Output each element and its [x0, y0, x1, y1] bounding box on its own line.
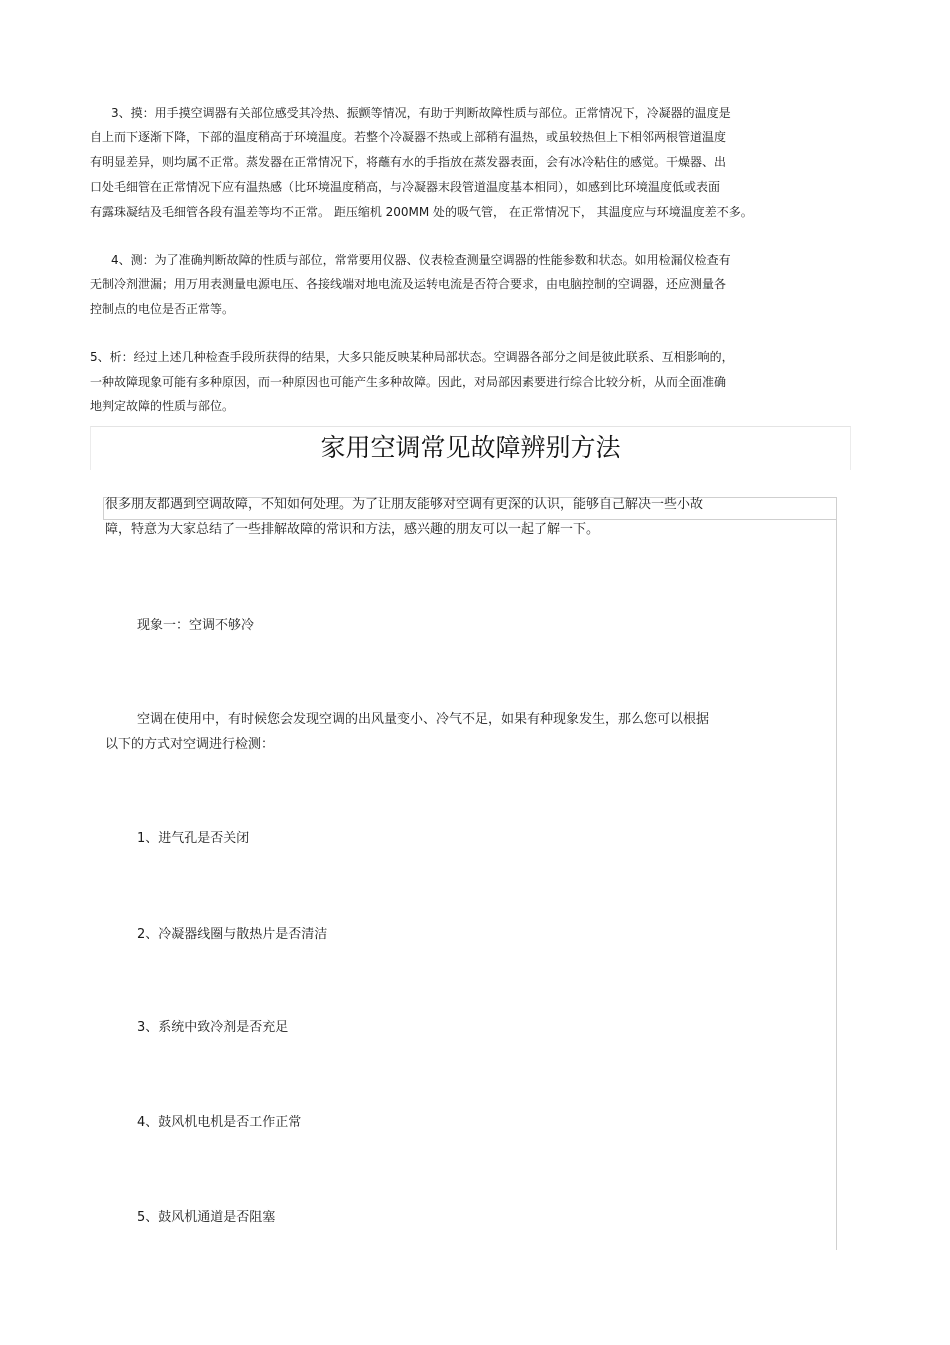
check-item: 4、鼓风机电机是否工作正常 — [137, 1115, 302, 1130]
para-4-line-3: 控制点的电位是否正常等。 — [90, 302, 235, 316]
intro-line-1: 很多朋友都遇到空调故障，不知如何处理。为了让朋友能够对空调有更深的认识，能够自己解决一些小故 — [105, 497, 704, 512]
para-3-line-3: 有明显差异，则均属不正常。蒸发器在正常情况下，将蘸有水的手指放在蒸发器表面，会有冰冷粘住的感觉。干燥器、出 — [90, 155, 727, 169]
para-3-line-5: 有露珠凝结及毛细管各段有温差等均不正常。 距压缩机 200MM 处的吸气管， 在正常情况下， 其温度应与环境温度差不多。 — [90, 205, 753, 219]
para-5-line-2: 一种故障现象可能有多种原因，而一种原因也可能产生多种故障。因此，对局部因素要进行综合比较分析，从而全面准确 — [90, 375, 727, 389]
title-box — [90, 426, 851, 470]
content-border — [836, 520, 837, 1250]
description-line-1: 空调在使用中，有时候您会发现空调的出风量变小、冷气不足，如果有种现象发生，那么您可以根据 — [137, 712, 710, 727]
check-item: 3、系统中致冷剂是否充足 — [137, 1020, 289, 1035]
article-title: 家用空调常见故障辨别方法 — [320, 433, 621, 462]
intro-line-2: 障，特意为大家总结了一些排解故障的常识和方法，感兴趣的朋友可以一起了解一下。 — [105, 522, 600, 537]
check-item: 5、鼓风机通道是否阻塞 — [137, 1210, 276, 1225]
description-line-2: 以下的方式对空调进行检测： — [105, 737, 275, 752]
para-3-line-2: 自上而下逐渐下降，下部的温度稍高于环境温度。若整个冷凝器不热或上部稍有温热，或虽较热但上下相邻两根管道温度 — [90, 130, 727, 144]
para-4-line-1: 4、测：为了准确判断故障的性质与部位，常常要用仪器、仪表检查测量空调器的性能参数和状态。如用检漏仪检查有 — [111, 253, 731, 267]
para-5-line-3: 地判定故障的性质与部位。 — [90, 399, 235, 413]
para-5-line-1: 5、析：经过上述几种检查手段所获得的结果，大多只能反映某种局部状态。空调器各部分之间是彼此联系、互相影响的， — [90, 350, 734, 364]
para-3-line-1: 3、摸：用手摸空调器有关部位感受其冷热、振颤等情况，有助于判断故障性质与部位。正常情况下，冷凝器的温度是 — [111, 106, 731, 120]
check-item: 2、冷凝器线圈与散热片是否清洁 — [137, 927, 328, 942]
para-3-line-4: 口处毛细管在正常情况下应有温热感（比环境温度稍高，与冷凝器末段管道温度基本相同），如感到比环境温度低或表面 — [90, 180, 721, 194]
phenomenon-heading: 现象一：空调不够冷 — [137, 618, 255, 633]
check-item: 1、进气孔是否关闭 — [137, 831, 250, 846]
para-4-line-2: 无制冷剂泄漏；用万用表测量电源电压、各接线端对地电流及运转电流是否符合要求，由电脑控制的空调器，还应测量各 — [90, 277, 727, 291]
